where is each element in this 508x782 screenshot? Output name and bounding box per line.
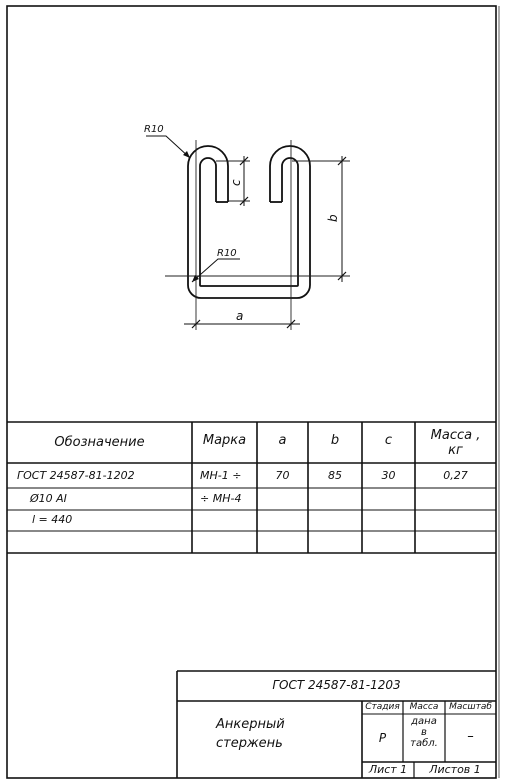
row1-c: 30: [381, 469, 396, 482]
anchor-rod-outer: [188, 146, 310, 298]
item-name-line2: стержень: [216, 736, 283, 751]
row1-designation: ГОСТ 24587-81-1202: [17, 469, 135, 482]
header-b: b: [330, 433, 340, 448]
mass-value-line3: табл.: [410, 738, 438, 749]
header-designation: Обозначение: [54, 435, 145, 450]
scale-value: –: [467, 729, 474, 744]
sheet-count: Листов 1: [429, 763, 481, 776]
doc-number: ГОСТ 24587-81-1203: [272, 678, 401, 692]
radius-label-bottom: R10: [217, 248, 237, 259]
mass-label: Масса: [409, 702, 439, 712]
mass-value-line2: в: [421, 727, 427, 738]
mass-value-line1: дана: [411, 716, 437, 727]
row1-a: 70: [275, 469, 290, 482]
header-a: a: [278, 433, 287, 448]
header-mass-line2: кг: [448, 443, 463, 458]
row2-designation: Ø10 АI: [30, 492, 67, 505]
scale-label: Масштаб: [449, 702, 492, 712]
row3-designation: l = 440: [32, 513, 73, 526]
item-name-line1: Анкерный: [216, 717, 285, 732]
dim-c-label: c: [229, 179, 243, 186]
stage-label: Стадия: [365, 702, 400, 712]
header-mass-line1: Масса ,: [430, 428, 481, 443]
dim-b-label: b: [326, 214, 340, 222]
dim-a-label: a: [236, 309, 244, 323]
sheet-number: Лист 1: [368, 763, 408, 776]
row2-mark: ÷ МН-4: [200, 492, 242, 505]
row1-mass: 0,27: [443, 469, 468, 482]
header-c: c: [384, 433, 393, 448]
row1-mark: МН-1 ÷: [200, 469, 242, 482]
radius-label-top: R10: [144, 124, 164, 135]
header-mark: Марка: [202, 433, 247, 448]
stage-value: Р: [378, 731, 387, 745]
anchor-rod-inner: [200, 158, 298, 286]
sheet-frame: [7, 6, 496, 778]
row1-b: 85: [328, 469, 342, 482]
